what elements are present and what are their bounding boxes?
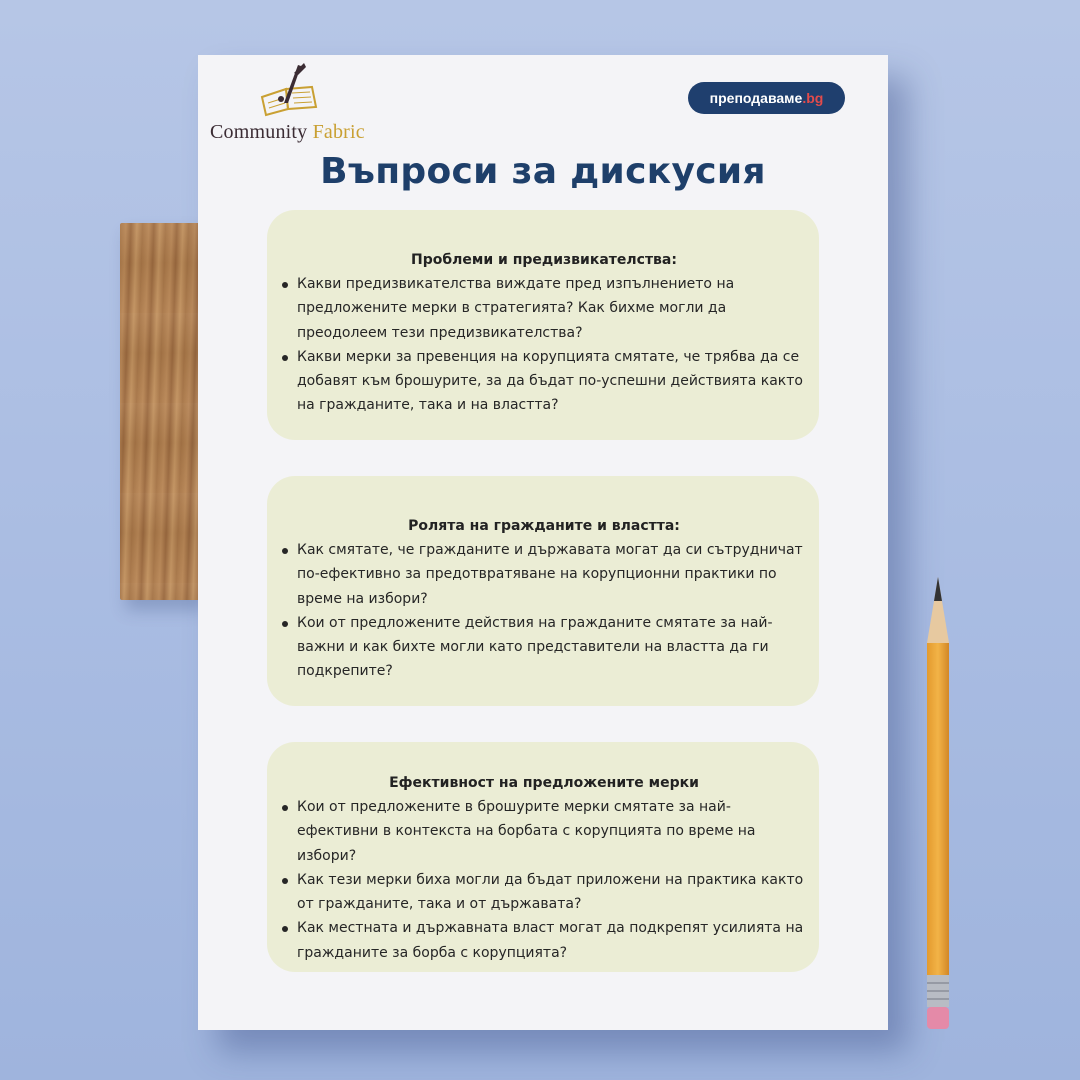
list-item: Как смятате, че гражданите и държавата могат да си сътрудничат по-ефективно за предотвратяване на корупционни практики по време на избори? (279, 538, 809, 611)
question-card (267, 476, 819, 706)
list-item: Какви предизвикателства виждате пред изпълнението на предложените мерки в стратегията? Как бихме могли да преодолеем тези предизвикателства? (279, 272, 809, 345)
question-list (279, 795, 809, 965)
community-fabric-logo (208, 59, 368, 151)
list-item: Какви мерки за превенция на корупцията смятате, че трябва да се добавят към брошурите, за да бъдат по-успешни действията както на гражданите, така и на властта? (279, 345, 809, 418)
logo-name-accent: Fabric (312, 121, 365, 143)
question-card (267, 210, 819, 440)
document-sheet (198, 55, 888, 1030)
list-item: Как местната и държавната власт могат да подкрепят усилията на гражданите за борба с корупцията? (279, 916, 809, 965)
list-item: Как тези мерки биха могли да бъдат приложени на практика както от гражданите, така и от държавата? (279, 868, 809, 917)
wood-block (120, 223, 200, 600)
page-title: Въпроси за дискусия (320, 151, 766, 192)
question-list (279, 538, 809, 684)
badge-name: преподаваме (709, 90, 803, 106)
card-heading: Ефективност на предложените мерки (389, 775, 699, 791)
list-item: Кои от предложените в брошурите мерки смятате за най-ефективни в контекста на борбата с корупцията по време на избори? (279, 795, 809, 868)
logo-name-main: Community (210, 121, 313, 143)
badge-tld: .bg (802, 90, 824, 106)
question-card (267, 742, 819, 972)
card-heading: Проблеми и предизвикателства: (411, 252, 677, 268)
card-heading: Ролята на гражданите и властта: (408, 518, 680, 534)
site-badge (688, 82, 845, 114)
question-list (279, 272, 809, 418)
list-item: Кои от предложените действия на гражданите смятате за най-важни и как бихте могли като представители на властта да ги подкрепите? (279, 611, 809, 684)
book-quill-logo-icon (254, 59, 324, 119)
logo-wordmark (210, 121, 365, 144)
pencil-icon (915, 575, 961, 1035)
